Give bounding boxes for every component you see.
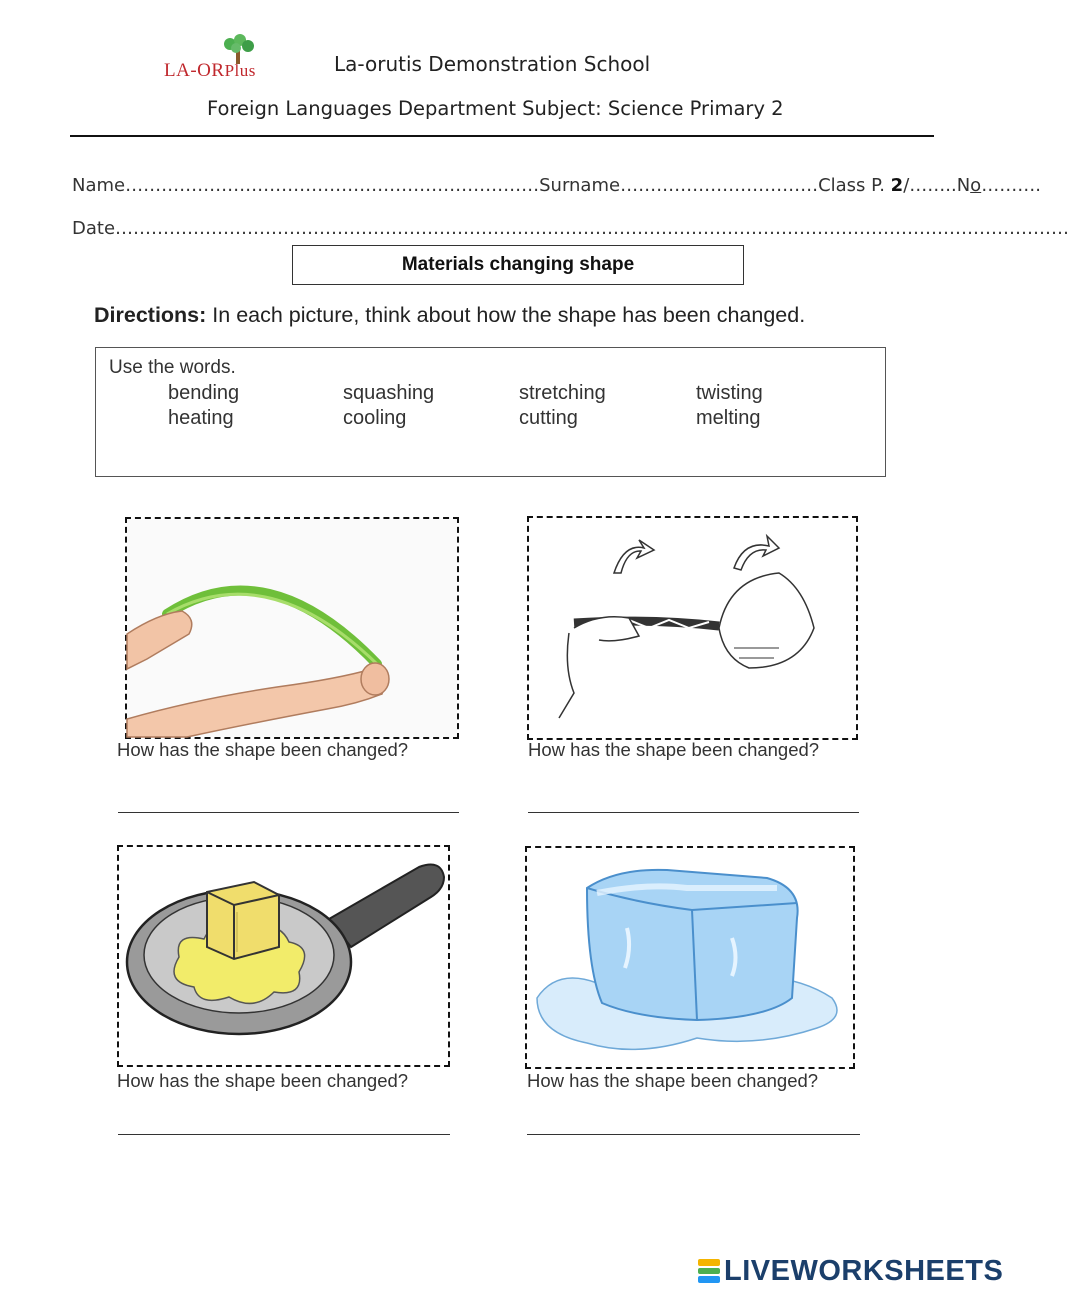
answer-line[interactable] bbox=[527, 1134, 860, 1135]
class-label: Class P. bbox=[818, 175, 891, 196]
word-item: cooling bbox=[343, 407, 407, 429]
brand-badge-icon bbox=[698, 1258, 720, 1284]
word-item: stretching bbox=[519, 382, 606, 404]
surname-field[interactable]: Surname…………………………… bbox=[539, 175, 819, 196]
directions-label: Directions: bbox=[94, 303, 207, 327]
answer-line[interactable] bbox=[118, 812, 459, 813]
school-name: La-orutis Demonstration School bbox=[334, 52, 651, 76]
question-prompt: How has the shape been changed? bbox=[117, 1070, 409, 1091]
directions-text: In each picture, think about how the shape has been changed. bbox=[206, 303, 806, 327]
word-item: bending bbox=[168, 382, 240, 404]
department-subject: Foreign Languages Department Subject: Science Primary 2 bbox=[207, 97, 784, 120]
badge-stripe bbox=[698, 1276, 720, 1283]
twisting-hands-image bbox=[527, 516, 858, 740]
butter-pan-image bbox=[117, 845, 450, 1067]
bending-leaf-image bbox=[125, 517, 459, 739]
logo-text: LA-ORPlus bbox=[164, 60, 256, 81]
date-field[interactable]: Date…………………………………………………………………………………………………………………………………………… bbox=[72, 218, 1069, 239]
school-logo bbox=[160, 34, 290, 84]
word-bank bbox=[95, 347, 886, 477]
badge-stripe bbox=[698, 1268, 720, 1275]
question-prompt: How has the shape been changed? bbox=[527, 1070, 819, 1091]
student-info-fields bbox=[72, 175, 1041, 196]
worksheet-title: Materials changing shape bbox=[292, 245, 744, 285]
liveworksheets-logo bbox=[698, 1254, 1003, 1288]
question-prompt: How has the shape been changed? bbox=[528, 739, 820, 760]
melting-ice-image bbox=[525, 846, 855, 1069]
word-item: melting bbox=[696, 407, 761, 429]
word-item: cutting bbox=[519, 407, 578, 429]
header-divider bbox=[70, 135, 934, 137]
brand-name: LIVEWORKSHEETS bbox=[724, 1254, 1004, 1287]
word-item: twisting bbox=[696, 382, 763, 404]
directions bbox=[94, 303, 805, 328]
answer-line[interactable] bbox=[118, 1134, 450, 1135]
class-value: 2 bbox=[890, 175, 904, 196]
no-label-o: o bbox=[970, 175, 982, 196]
word-bank-intro: Use the words. bbox=[109, 357, 236, 378]
word-item: squashing bbox=[343, 382, 435, 404]
answer-line[interactable] bbox=[528, 812, 859, 813]
question-prompt: How has the shape been changed? bbox=[117, 739, 409, 760]
word-item: heating bbox=[168, 407, 234, 429]
badge-stripe bbox=[698, 1259, 720, 1266]
class-number-field[interactable]: /……..N bbox=[903, 175, 971, 196]
no-field[interactable]: ………. bbox=[981, 175, 1041, 196]
name-field[interactable]: Name…………………………………………………………… bbox=[72, 175, 540, 196]
